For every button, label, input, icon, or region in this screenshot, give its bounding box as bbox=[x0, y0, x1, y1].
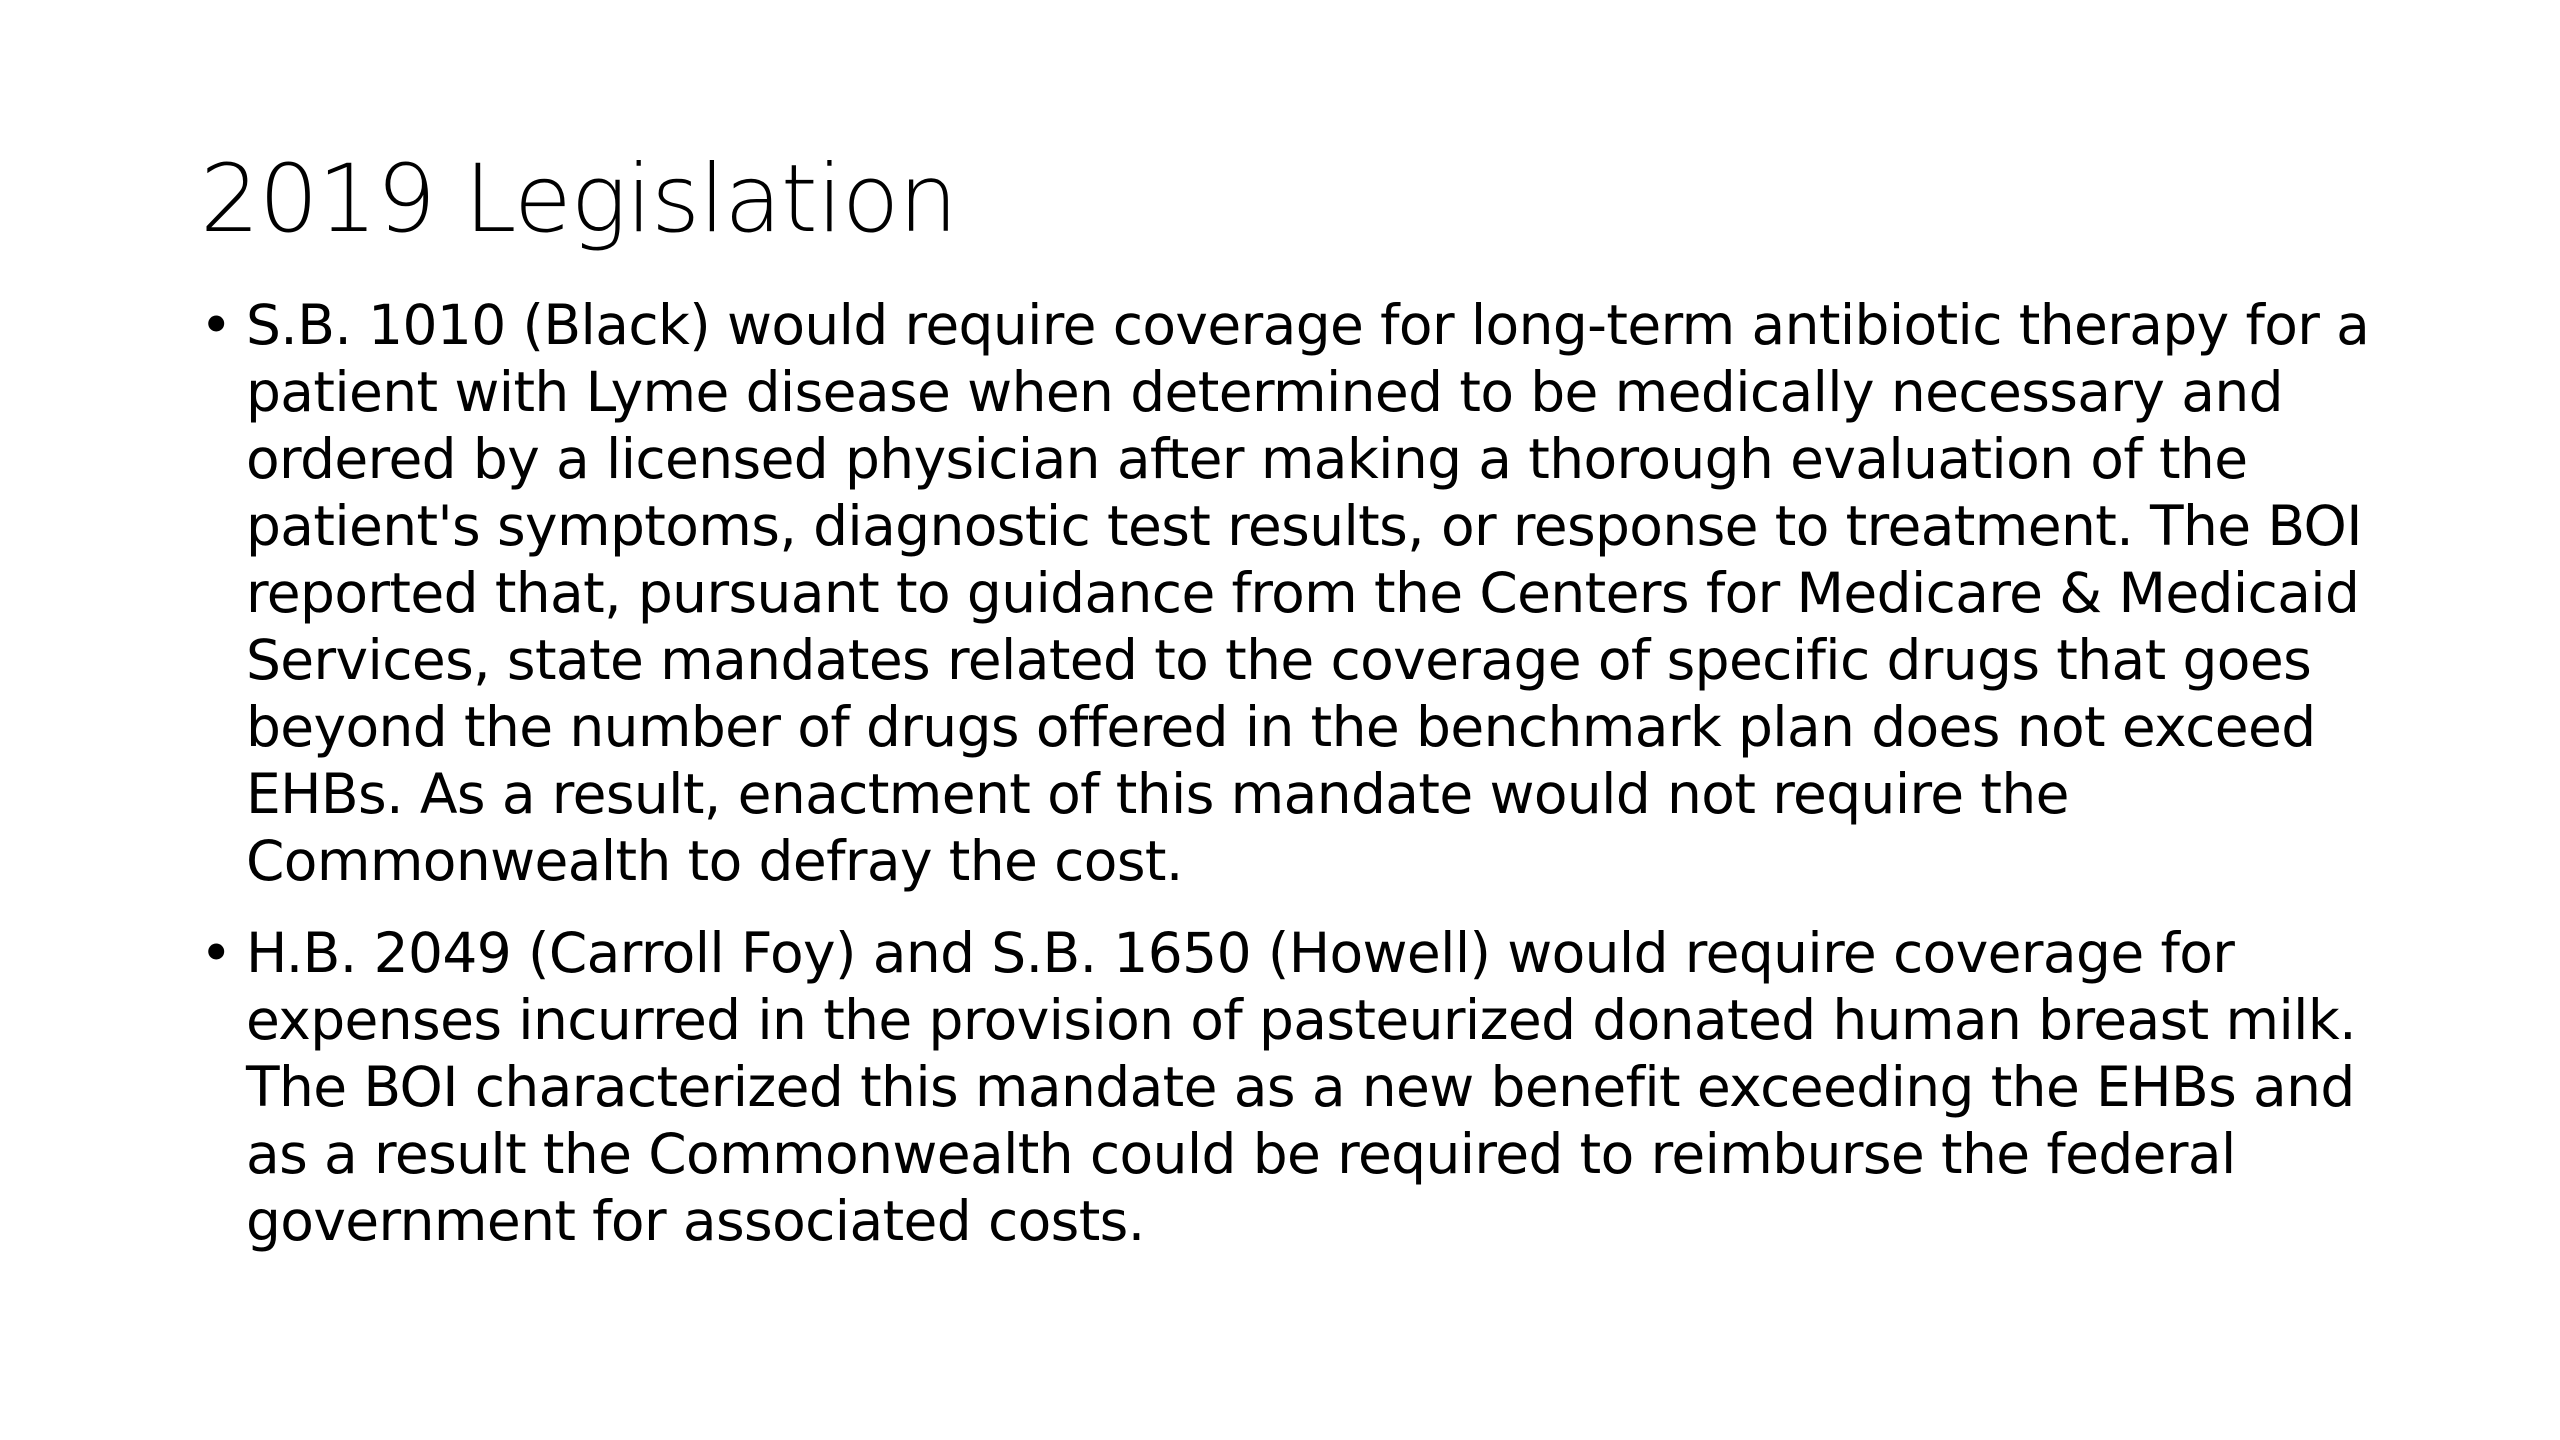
bullet-text: H.B. 2049 (Carroll Foy) and S.B. 1650 (Howell) would require coverage for expenses incurred in the provision of pasteurized donated human breast milk. The BOI characterized this mandate as a new benefit exceeding the EHBs and as a result the Commonwealth could be required to reimburse the federal government for associated costs. bbox=[246, 921, 2356, 1253]
slide-title: 2019 Legislation bbox=[200, 145, 957, 254]
bullet-dot-icon: • bbox=[200, 293, 232, 357]
bullet-item bbox=[200, 920, 2420, 1255]
bullet-item bbox=[200, 292, 2420, 895]
bullet-dot-icon: • bbox=[200, 921, 232, 985]
bullet-text: S.B. 1010 (Black) would require coverage for long-term antibiotic therapy for a patient with Lyme disease when determined to be medically necessary and ordered by a licensed physician after making a thorough evaluation of the patient's symptoms, diagnostic test results, or response to treatment. The BOI reported that, pursuant to guidance from the Centers for Medicare & Medicaid Services, state mandates related to the coverage of specific drugs that goes beyond the number of drugs offered in the benchmark plan does not exceed EHBs. As a result, enactment of this mandate would not require the Commonwealth to defray the cost. bbox=[246, 293, 2370, 893]
bullet-list bbox=[200, 292, 2420, 1280]
